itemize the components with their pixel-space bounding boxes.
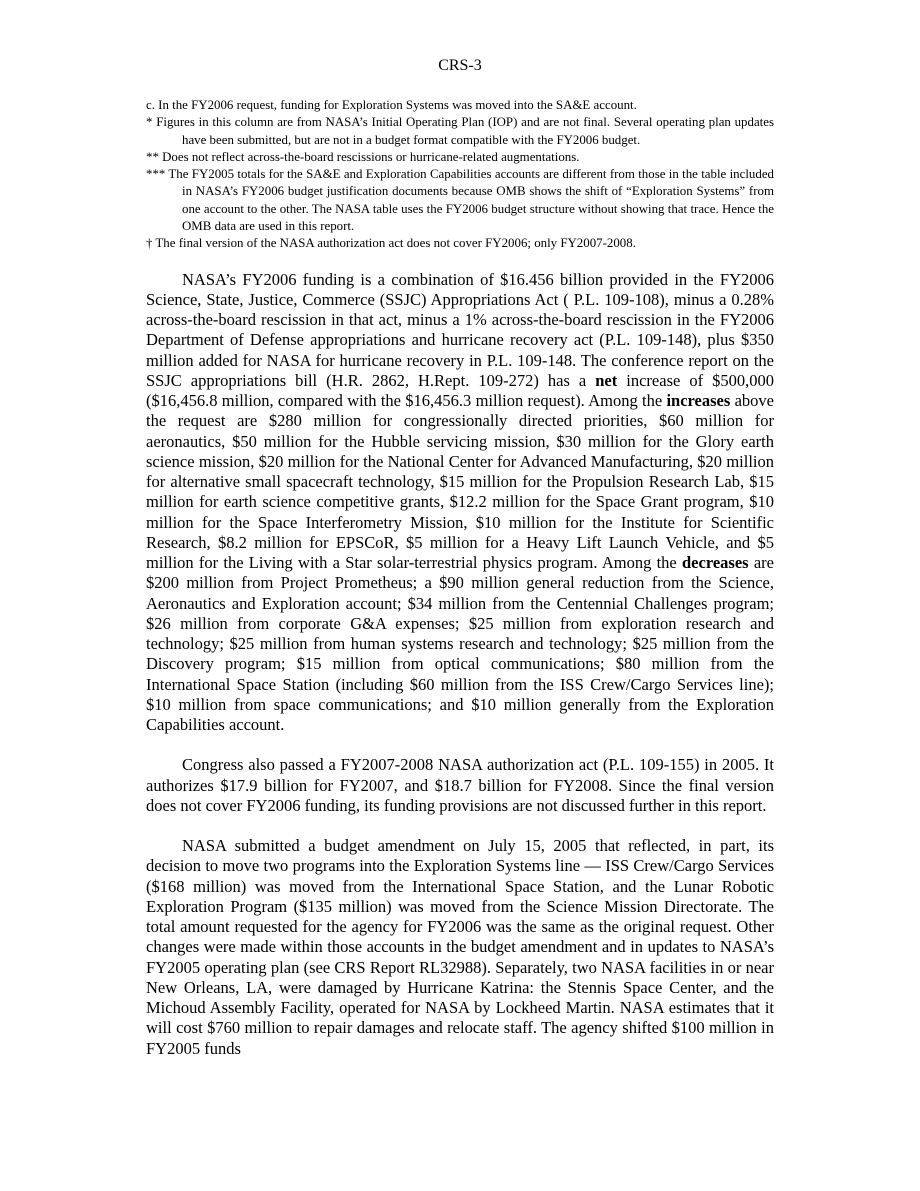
paragraph-budget-amendment: NASA submitted a budget amendment on July 15, 2005 that reflected, in part, its decision to move two programs into the Exploration Systems line — ISS Crew/Cargo Services ($168 million) was moved from the International Space Station, and the Lunar Robotic Exploration Program ($135 million) was moved from the Science Mission Directorate. The total amount requested for the agency for FY2006 was the same as the original request. Other changes were made within those accounts in the budget amendment and in updates to NASA’s FY2005 operating plan (see CRS Report RL32988). Separately, two NASA facilities in or near New Orleans, LA, were damaged by Hurricane Katrina: the Stennis Space Center, and the Michoud Assembly Facility, operated for NASA by Lockheed Martin. NASA estimates that it will cost $760 million to repair damages and relocate staff. The agency shifted $100 million in FY2005 funds	[146, 836, 774, 1058]
paragraph-funding	[146, 270, 774, 736]
table-note: † The final version of the NASA authorization act does not cover FY2006; only FY2007-2008.	[146, 236, 636, 251]
bold-term-decreases: decreases	[682, 553, 749, 573]
paragraph-authorization: Congress also passed a FY2007-2008 NASA authorization act (P.L. 109-155) in 2005. It authorizes $17.9 billion for FY2007, and $18.7 billion for FY2008. Since the final version does not cover FY2006 funding, its funding provisions are not discussed further in this report.	[146, 755, 774, 815]
paragraph-text: are $200 million from Project Prometheus; a $90 million general reduction from the Science, Aeronautics and Exploration account; $34 million from the Centennial Challenges program; $26 million from corporate G&A expenses; $25 million from exploration research and technology; $25 million from human systems research and technology; $25 million from the Discovery program; $15 million from optical communications; $80 million from the International Space Station (including $60 million from the ISS Crew/Cargo Services line); $10 million from space communications; and $10 million generally from the Exploration Capabilities account.	[146, 553, 774, 735]
paragraph-text: above the request are $280 million for congressionally directed priorities, $60 million for aeronautics, $50 million for the Hubble servicing mission, $30 million for the Glory earth science mission, $20 million for the National Center for Advanced Manufacturing, $20 million for alternative small spacecraft technology, $15 million for the Propulsion Research Lab, $15 million for earth science competitive grants, $12.2 million for the Space Grant program, $10 million for the Space Interferometry Mission, $10 million for the Institute for Scientific Research, $8.2 million for EPSCoR, $5 million for a Heavy Lift Launch Vehicle, and $5 million for the Living with a Star solar-terrestrial physics program. Among the	[146, 391, 774, 573]
paragraph-text: increase of $500,000 ($16,456.8 million, compared with the $16,456.3 million request). Among the	[146, 370, 774, 411]
table-note: c. In the FY2006 request, funding for Exploration Systems was moved into the SA&E account.	[146, 98, 637, 112]
bold-term-net: net	[595, 370, 618, 390]
bold-term-increases: increases	[666, 391, 731, 411]
body-text	[146, 270, 774, 1059]
page-header	[146, 55, 774, 77]
page-number: CRS-3	[438, 57, 482, 74]
table-note: * Figures in this column are from NASA’s Initial Operating Plan (IOP) and are not final. Several operating plan updates have been submitted, but are not in a budget format compatible with the FY2006 budget.	[146, 115, 774, 147]
paragraph-text: NASA’s FY2006 funding is a combination of $16.456 billion provided in the FY2006 Science, State, Justice, Commerce (SSJC) Appropriations Act ( P.L. 109-108), minus a 0.28% across-the-board rescission in that act, minus a 1% across-the-board rescission in the FY2006 Department of Defense appropriations and hurricane recovery act (P.L. 109-148), plus $350 million added for NASA for hurricane recovery in P.L. 109-148. The conference report on the SSJC appropriations bill (H.R. 2862, H.Rept. 109-272) has a	[146, 269, 774, 390]
table-notes	[146, 97, 774, 253]
document-page	[146, 55, 774, 1079]
table-note: *** The FY2005 totals for the SA&E and Exploration Capabilities accounts are different from those in the table included in NASA’s FY2006 budget justification documents because OMB shows the shift of “Exploration Systems” from one account to the other. The NASA table uses the FY2006 budget structure without showing that trace. Hence the OMB data are used in this report.	[146, 167, 774, 234]
table-note: ** Does not reflect across-the-board rescissions or hurricane-related augmentations.	[146, 149, 580, 164]
